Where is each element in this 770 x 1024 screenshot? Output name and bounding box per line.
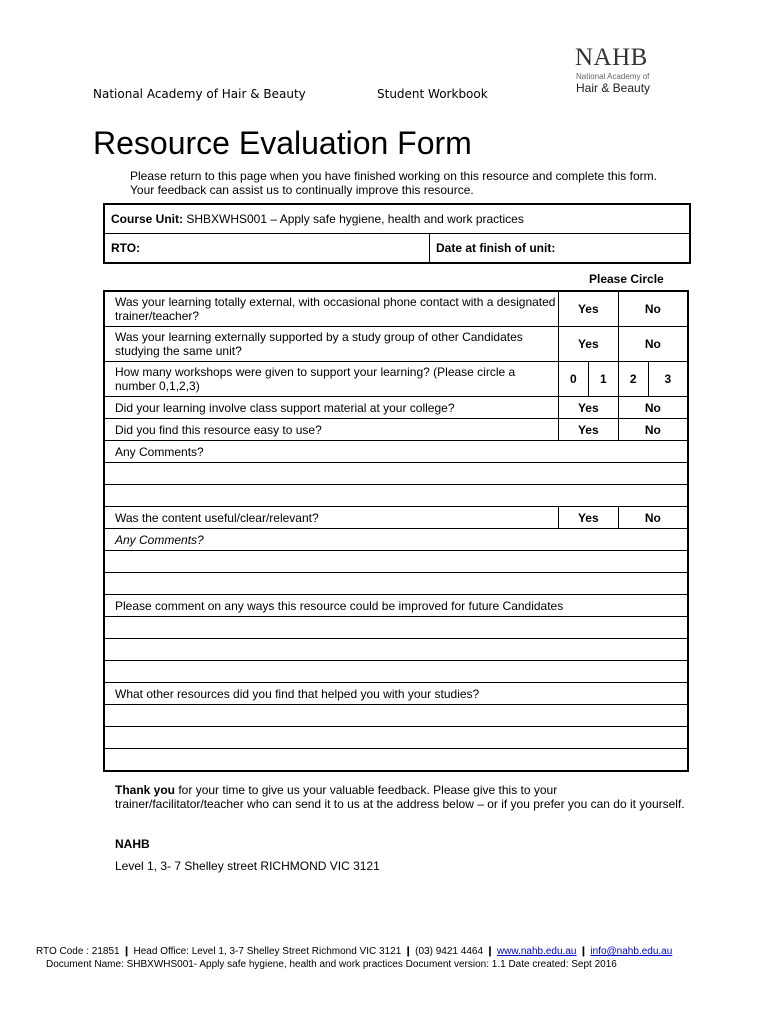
question-row xyxy=(104,397,688,419)
question-row xyxy=(104,507,688,529)
rto-label: RTO: xyxy=(104,234,430,264)
intro-text: Please return to this page when you have finished working on this resource and complete this form. Your feedback can assist us to continually improve this resource. xyxy=(130,169,657,197)
address: Level 1, 3- 7 Shelley street RICHMOND VIC 3121 xyxy=(115,859,380,873)
footer-line-2: Document Name: SHBXWHS001- Apply safe hygiene, health and work practices Document version: 1.1 Date created: Sept 2016 xyxy=(46,959,617,970)
no-option[interactable]: No xyxy=(618,291,688,327)
header-org: National Academy of Hair & Beauty xyxy=(93,87,306,101)
logo-subtitle-2: Hair & Beauty xyxy=(576,81,651,95)
yes-option[interactable]: Yes xyxy=(558,327,618,362)
yes-option[interactable]: Yes xyxy=(558,507,618,529)
improve-label: Please comment on any ways this resource could be improved for future Candidates xyxy=(104,595,688,617)
footer-line-1 xyxy=(36,946,672,957)
comment-line[interactable] xyxy=(104,617,688,639)
no-option[interactable]: No xyxy=(618,327,688,362)
footer-separator: ❙ xyxy=(576,946,591,957)
question-row xyxy=(104,362,688,397)
question-row xyxy=(104,327,688,362)
question-text: Was your learning totally external, with occasional phone contact with a designated trainer/teacher? xyxy=(104,291,558,327)
question-text: Was your learning externally supported by a study group of other Candidates studying the same unit? xyxy=(104,327,558,362)
comments-label: Any Comments? xyxy=(104,441,688,463)
question-row xyxy=(104,291,688,327)
comment-line[interactable] xyxy=(104,639,688,661)
thanks-bold: Thank you xyxy=(115,783,176,797)
comment-line[interactable] xyxy=(104,749,688,772)
course-unit-cell xyxy=(104,204,690,234)
course-unit-value: SHBXWHS001 – Apply safe hygiene, health and work practices xyxy=(183,212,524,226)
info-table xyxy=(103,203,691,264)
yes-option[interactable]: Yes xyxy=(558,419,618,441)
yes-option[interactable]: Yes xyxy=(558,291,618,327)
question-row xyxy=(104,419,688,441)
questions-table xyxy=(103,290,689,772)
header-doc-type: Student Workbook xyxy=(377,87,488,101)
other-resources-label: What other resources did you find that helped you with your studies? xyxy=(104,683,688,705)
comment-line[interactable] xyxy=(104,485,688,507)
comment-line[interactable] xyxy=(104,661,688,683)
course-unit-label: Course Unit: xyxy=(111,212,183,226)
logo-subtitle: National Academy of xyxy=(576,72,650,81)
comment-line[interactable] xyxy=(104,463,688,485)
number-option-2[interactable]: 2 xyxy=(618,362,648,397)
yes-option[interactable]: Yes xyxy=(558,397,618,419)
question-text: Did your learning involve class support material at your college? xyxy=(104,397,558,419)
logo: NAHB xyxy=(575,44,648,71)
thanks-rest: for your time to give us your valuable feedback. Please give this to your trainer/facilitator/teacher who can send it to us at the address below – or if you prefer you can do it yourself. xyxy=(115,783,685,811)
no-option[interactable]: No xyxy=(618,397,688,419)
page-title: Resource Evaluation Form xyxy=(93,125,472,161)
comments-label: Any Comments? xyxy=(104,529,688,551)
comment-line[interactable] xyxy=(104,727,688,749)
question-text: How many workshops were given to support your learning? (Please circle a number 0,1,2,3) xyxy=(104,362,558,397)
date-finish-label: Date at finish of unit: xyxy=(430,234,691,264)
email-link[interactable]: info@nahb.edu.au xyxy=(590,946,673,957)
please-circle-label: Please Circle xyxy=(589,272,664,286)
thanks-text xyxy=(115,783,685,811)
footer-contact: RTO Code : 21851 ❙ Head Office: Level 1, 3-7 Shelley Street Richmond VIC 3121 ❙ (03) 9421 4464 ❙ xyxy=(36,946,497,957)
no-option[interactable]: No xyxy=(618,419,688,441)
website-link[interactable]: www.nahb.edu.au xyxy=(496,946,577,957)
question-text: Did you find this resource easy to use? xyxy=(104,419,558,441)
no-option[interactable]: No xyxy=(618,507,688,529)
number-option-0[interactable]: 0 xyxy=(558,362,588,397)
comment-line[interactable] xyxy=(104,551,688,573)
comment-line[interactable] xyxy=(104,573,688,595)
question-text: Was the content useful/clear/relevant? xyxy=(104,507,558,529)
number-option-1[interactable]: 1 xyxy=(588,362,618,397)
comment-line[interactable] xyxy=(104,705,688,727)
org-name: NAHB xyxy=(115,837,150,851)
number-option-3[interactable]: 3 xyxy=(648,362,688,397)
